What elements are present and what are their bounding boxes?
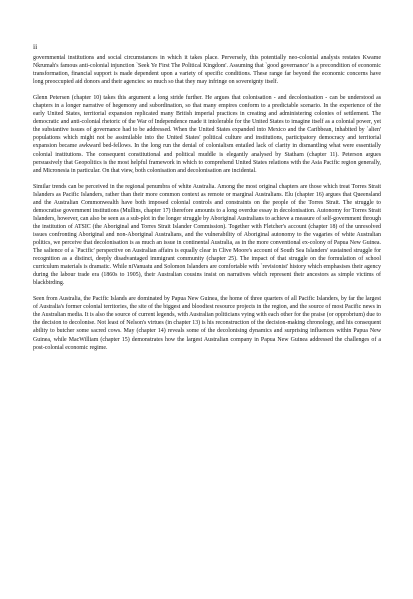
paragraph-2: Glenn Petersen (chapter 10) takes this argument a long stride further. He argues that colonisation - and decolonisation - can be understood as chapters in a longer narrative of hegemony and subordination, so that many empires conform to a predictable scenario. In the experience of the early United States, territorial expansion replicated many British imperial practices in creating and administering colonies of settlement. The democratic and anti-colonial rhetoric of the War of Independence made it intolerable for the United States to imagine itself as a colonial power, yet the substantive issues of governance had to be addressed. When the United States expanded into Mexico and the Caribbean, inhabited by `alien' populations which might not be assimilable into the United States' political culture and institutions, participatory democracy and territorial expansion became awkward bed-fellows. In the long run the denial of colonialism entailed lack of clarity in dismantling what were essentially colonial institutions. The consequent constitutional and political muddle is elegantly analysed by Statham (chapter 11). Peterson argues persuasively that Geopolitics is the most helpful framework in which to comprehend United States relations with the Asia Pacific region generally, and Micronesia in particular. On that view, both colonisation and decolonisation are incidental. xyxy=(33,95,381,174)
paragraph-3: Similar trends can be perceived in the regional penumbra of white Australia. Among the most original chapters are those which treat Torres Strait Islanders as Pacific Islanders, rather than their more common context as remote or marginal Australians. Elu (chapter 16) argues that Queensland and the Australian Commonwealth have both imposed colonial controls and constraints on the people of the Torres Strait. The struggle to democratise government institutions (Mullins, chapter 17) therefore amounts to a long overdue essay in decolonisation. Autonomy for Torres Strait Islanders, however, can also be seen as a sub-plot in the longer struggle by Aboriginal Australians to achieve a measure of self-government through the institution of ATSIC (the Aboriginal and Torres Strait Islander Commission). Together with Fletcher's account (chapter 18) of the unresolved issues confronting Aboriginal and non-Aboriginal Australians, and the vulnerability of Aboriginal autonomy to the vagaries of white Australian politics, we perceive that decolonisation is as much an issue in continental Australia, as in the more conventional ex-colony of Papua New Guinea. The salience of a `Pacific' perspective on Australian affairs is equally clear in Clive Moore's account of South Sea Islanders' sustained struggle for recognition as a distinct, deeply disadvantaged immigrant community (chapter 25). The impact of that struggle on the formulation of school curriculum materials is dramatic. While niVanuatu and Solomon Islanders are comfortable with `revisionist' history which emphasises their agency during the labour trade era (1860s to 1905), their Australian cousins insist on narratives which represent their ancestors as simple victims of blackbirding. xyxy=(33,183,381,287)
paragraph-1: governmental institutions and social circumstances in which it takes place. Perversely, this potentially neo-colonial analysis restates Kwame Nkrumah's famous anti-colonial injunction `Seek Ye First The Political Kingdom'. Assuming that `good governance' is a precondition of economic transformation, financial support is made dependent upon a variety of specific conditions. These range far beyond the economic concerns have long preoccupied aid donors and their agencies: so much so that they may infringe on sovereignty itself. xyxy=(33,55,381,86)
paragraph-4: Seen from Australia, the Pacific Islands are dominated by Papua New Guinea, the home of three quarters of all Pacific Islanders, by far the largest of Australia's former colonial territories, the site of the biggest and bloodiest resource projects in the region, and the source of most Pacific news in the Australian media. It is also the source of current legends, with Australian politicians vying with each other for the praise (or opprobrium) due to the decision to decolonise. Not least of Nelson's virtues (in chapter 13) is his reconstruction of the decision-making chronology, and his consequent ability to butcher some sacred cows. May (chapter 14) reveals some of the decolonising dynamics and surprising influences within Papua New Guinea, while MacWilliam (chapter 15) demonstrates how the largest Australian company in Papua New Guinea addressed the challenges of a post-colonial economic regime. xyxy=(33,296,381,351)
page-number: ii xyxy=(33,42,38,51)
body-text xyxy=(33,54,381,360)
